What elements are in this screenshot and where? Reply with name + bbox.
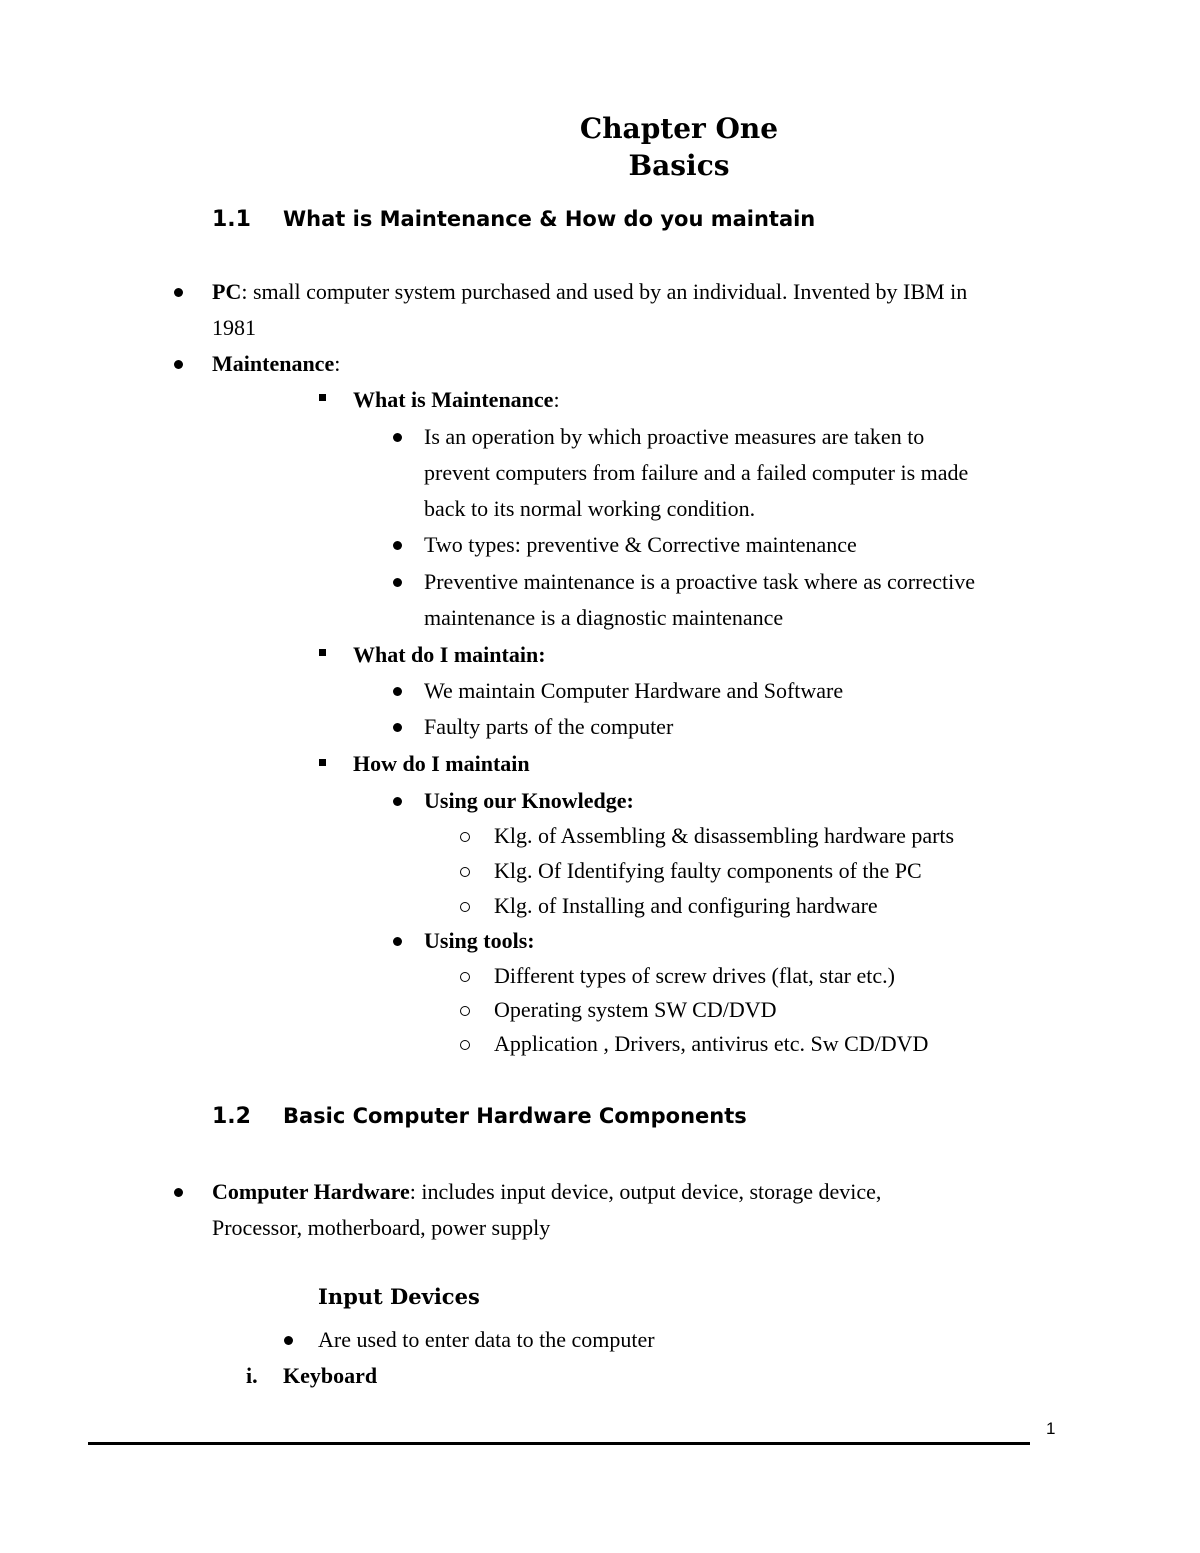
hardware-definition xyxy=(212,1174,881,1210)
list-item: Two types: preventive & Corrective maintenance xyxy=(424,532,857,557)
list-item: Operating system SW CD/DVD xyxy=(494,997,777,1022)
what-is-maintenance-label xyxy=(353,382,560,418)
list-item: Klg. Of Identifying faulty components of the PC xyxy=(494,858,922,883)
pc-term: PC xyxy=(212,279,242,304)
bullet-icon xyxy=(393,433,402,442)
knowledge-label: Using our Knowledge: xyxy=(424,788,634,813)
list-item-continued: maintenance is a diagnostic maintenance xyxy=(424,605,784,630)
list-item: Klg. of Assembling & disassembling hardware parts xyxy=(494,823,955,848)
bullet-icon xyxy=(284,1336,293,1345)
section-number: 1.1 xyxy=(212,207,251,232)
page-number: 1 xyxy=(1046,1419,1056,1438)
what-is-suffix: : xyxy=(553,387,560,412)
tools-label: Using tools: xyxy=(424,928,535,953)
hardware-term: Computer Hardware xyxy=(212,1179,410,1204)
section-title: What is Maintenance & How do you maintain xyxy=(283,207,816,231)
bullet-icon xyxy=(174,288,183,297)
list-item: Application , Drivers, antivirus etc. Sw CD/DVD xyxy=(494,1031,929,1056)
circle-bullet-icon xyxy=(460,867,470,877)
hardware-text: : includes input device, output device, storage device, xyxy=(409,1179,882,1204)
list-item: Preventive maintenance is a proactive task where as corrective xyxy=(424,569,975,594)
input-devices-heading: Input Devices xyxy=(318,1284,480,1309)
how-do-label: How do I maintain xyxy=(353,751,530,776)
bullet-icon xyxy=(174,360,183,369)
pc-text: : small computer system purchased and used by an individual. Invented by IBM in xyxy=(241,279,968,304)
list-item: Faulty parts of the computer xyxy=(424,714,674,739)
bullet-icon xyxy=(393,687,402,696)
list-item: Klg. of Installing and configuring hardware xyxy=(494,893,878,918)
maintenance-term: Maintenance xyxy=(212,351,335,376)
list-item: Different types of screw drives (flat, star etc.) xyxy=(494,963,895,988)
list-item-continued: back to its normal working condition. xyxy=(424,496,756,521)
what-is-label-text: What is Maintenance xyxy=(353,387,554,412)
bullet-icon xyxy=(393,797,402,806)
list-item-continued: prevent computers from failure and a failed computer is made xyxy=(424,460,969,485)
square-bullet-icon xyxy=(319,394,326,401)
pc-text-line2: 1981 xyxy=(212,315,256,340)
square-bullet-icon xyxy=(319,649,326,656)
circle-bullet-icon xyxy=(460,972,470,982)
pc-definition xyxy=(212,274,967,310)
bullet-icon xyxy=(393,723,402,732)
maintenance-suffix: : xyxy=(334,351,341,376)
bullet-icon xyxy=(393,541,402,550)
section-number: 1.2 xyxy=(212,1104,251,1129)
chapter-title-line1: Chapter One xyxy=(579,112,779,145)
circle-bullet-icon xyxy=(460,1040,470,1050)
list-item: Is an operation by which proactive measures are taken to xyxy=(424,424,925,449)
list-numeral: i. xyxy=(246,1363,258,1388)
bullet-icon xyxy=(393,937,402,946)
input-devices-bullet: Are used to enter data to the computer xyxy=(318,1327,655,1352)
chapter-title-line2: Basics xyxy=(628,149,730,182)
square-bullet-icon xyxy=(319,759,326,766)
bullet-icon xyxy=(174,1188,183,1197)
footer-rule xyxy=(88,1442,1030,1445)
section-title: Basic Computer Hardware Components xyxy=(283,1104,747,1128)
maintenance-heading xyxy=(212,346,340,382)
circle-bullet-icon xyxy=(460,902,470,912)
hardware-text-line2: Processor, motherboard, power supply xyxy=(212,1215,551,1240)
keyboard-item: Keyboard xyxy=(283,1363,378,1388)
list-item: We maintain Computer Hardware and Software xyxy=(424,678,844,703)
bullet-icon xyxy=(393,578,402,587)
circle-bullet-icon xyxy=(460,1006,470,1016)
what-do-label: What do I maintain: xyxy=(353,642,546,667)
circle-bullet-icon xyxy=(460,832,470,842)
